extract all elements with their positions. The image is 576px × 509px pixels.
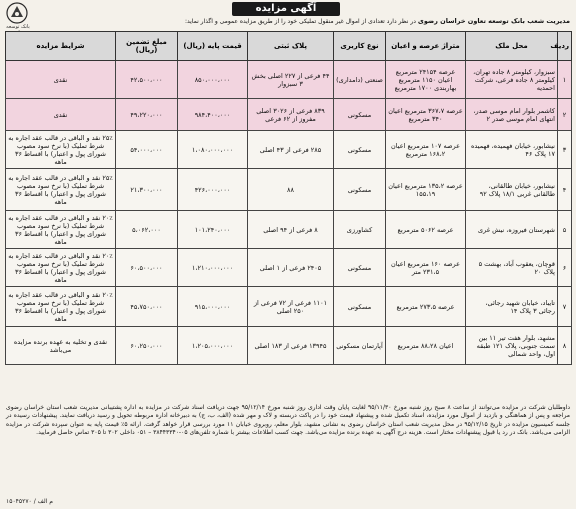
row-number: ۵ <box>558 211 572 249</box>
base-price: ۹۸۴،۴۰۰،۰۰۰ <box>178 99 248 131</box>
guarantee-amount: ۴۹،۲۲۰،۰۰۰ <box>116 99 178 131</box>
table-row <box>6 249 572 287</box>
property-address: تایباد، خیابان شهید رجائی، رجائی ۳ پلاک ۱۴ <box>466 287 558 327</box>
row-number: ۶ <box>558 249 572 287</box>
property-address: نیشابور، خیابان طالقانی، طالقانی غربی ۱۸/۱ پلاک ۹۲ <box>466 169 558 211</box>
col-header: متراژ عرصه و اعیان <box>386 32 466 61</box>
col-header: ردیف <box>558 32 572 61</box>
auction-terms: نقدی <box>6 61 116 99</box>
registration-plate: ۱۳۹۴۵ فرعی از ۱۸۳ اصلی <box>248 327 334 365</box>
property-area: عرصه ۳۶۷،۷ مترمربع اعیان ۳۴۰ مترمربع <box>386 99 466 131</box>
property-area: اعیان ۸۸،۲۸ مترمربع <box>386 327 466 365</box>
registration-plate: ۲۴۰۵ فرعی از ۱ اصلی <box>248 249 334 287</box>
guarantee-amount: ۴۵،۷۵۰،۰۰۰ <box>116 287 178 327</box>
registration-plate: ۸ فرعی از ۹۴ اصلی <box>248 211 334 249</box>
base-price: ۱۰۱،۲۴۰،۰۰۰ <box>178 211 248 249</box>
base-price: ۱،۲۰۵،۰۰۰،۰۰۰ <box>178 327 248 365</box>
row-number: ۳ <box>558 131 572 169</box>
property-area: عرصه ۱۳۵،۲ مترمربع اعیان ۱۵۵،۱۹ <box>386 169 466 211</box>
base-price: ۸۵۰،۰۰۰،۰۰۰ <box>178 61 248 99</box>
property-use: مسکونی <box>334 169 386 211</box>
ad-footer-text: داوطلبان شرکت در مزایده می‌توانند از ساعت ۸ صبح روز شنبه مورخ ۹۵/۱۱/۳۰ لغایت پایان وقت اداری روز شنبه مورخ ۹۵/۱۲/۱۴ جهت دریافت اسناد شرکت در مزایده به اداره پشتیبانی مدیریت شعب استان خراسان رضوی مراجعه و پس از هماهنگی و بازدید از اموال مورد مزایده، اسناد تکمیل شده و پیشنهاد قیمت خود را در پاکت دربسته و لاک و مهر شده (الف، ب، ج) به دبیرخانه اداره مربوطه تحویل و رسید دریافت نمایند. پیشنهادات رسیده در جلسه کمیسیون مزایده در تاریخ ۹۵/۱۲/۱۵ در محل مدیریت شعب استان خراسان رضوی به نشانی مشهد، بلوار معلم، روبروی خیابان ۱۱ مورد بررسی قرار خواهد گرفت. ارائه ۵٪ قیمت پایه به عنوان سپرده شرکت در مزایده الزامی می‌باشد. بانک در رد یا قبول پیشنهادات مختار است. هزینه درج آگهی به عهده برنده مزایده می‌باشد. جهت کسب اطلاعات بیشتر با شماره تلفن‌های ۰۵-۳۸۴۴۳۳۴۰ – ۰۵۱ داخلی ۳۰۲ تا ۳۰۵ تماس حاصل فرمایید. <box>6 404 571 437</box>
base-price: ۴۲۶،۰۰۰،۰۰۰ <box>178 169 248 211</box>
registration-plate: ۲۸۵ فرعی از ۴۳ اصلی <box>248 131 334 169</box>
col-header: شرایط مزایده <box>6 32 116 61</box>
guarantee-amount: ۶۰،۵۰۰،۰۰۰ <box>116 249 178 287</box>
table-row <box>6 61 572 99</box>
col-header: قیمت پایه (ریال) <box>178 32 248 61</box>
table-row <box>6 169 572 211</box>
property-area: عرصه ۲۴۱۵۴ مترمربع اعیان ۱۱۵۰ مترمربع بهاربندی ۱۷۰۰ مترمربع <box>386 61 466 99</box>
property-address: کاشمر بلوار امام موسی صدر، انتهای امام موسی صدر ۲ <box>466 99 558 131</box>
bank-logo-text: بانک توسعه <box>6 24 30 30</box>
table-row <box>6 287 572 327</box>
ad-title: آگهی مزایده <box>232 2 340 16</box>
org-name: مدیریت شعب بانک توسعه تعاون خراسان رضوی <box>417 17 570 25</box>
col-header: مبلغ تضمین (ریال) <box>116 32 178 61</box>
property-address: سبزوار، کیلومتر ۸ جاده تهران، کیلومتر ۸ جاده فرعی، شرکت احمدیه <box>466 61 558 99</box>
base-price: ۱،۲۱۰،۰۰۰،۰۰۰ <box>178 249 248 287</box>
property-address: نیشابور، خیابان فهمیده، فهمیده ۱۷ پلاک ۴۶ <box>466 131 558 169</box>
registration-plate: ۴۴ فرعی از ۲۲۷ اصلی بخش ۳ سبزوار <box>248 61 334 99</box>
property-use: کشاورزی <box>334 211 386 249</box>
row-number: ۱ <box>558 61 572 99</box>
auction-terms: ۲۰٪ نقد و الباقی در قالب عقد اجاره به شرط تملیک (با نرخ سود مصوب شورای پول و اعتبار) با اقساط ۳۶ ماهه <box>6 249 116 287</box>
ad-subtitle <box>50 17 570 26</box>
guarantee-amount: ۶۰،۲۵۰،۰۰۰ <box>116 327 178 365</box>
table-header-row <box>6 32 572 61</box>
property-use: مسکونی <box>334 131 386 169</box>
table-row <box>6 327 572 365</box>
table-row <box>6 211 572 249</box>
base-price: ۹۱۵،۰۰۰،۰۰۰ <box>178 287 248 327</box>
auction-terms: ۲۰٪ نقد و الباقی در قالب عقد اجاره به شرط تملیک (با نرخ سود مصوب شورای پول و اعتبار) با اقساط ۳۶ ماهه <box>6 211 116 249</box>
property-use: صنعتی (دامداری) <box>334 61 386 99</box>
property-area: عرصه ۲۷۳،۵ مترمربع <box>386 287 466 327</box>
ad-header <box>0 0 576 30</box>
row-number: ۷ <box>558 287 572 327</box>
col-header: پلاک ثبتی <box>248 32 334 61</box>
row-number: ۲ <box>558 99 572 131</box>
ad-code: ۱۵۰۴۵۲۷۰ / م الف <box>6 498 53 505</box>
auction-terms: نقدی و تخلیه به عهده برنده مزایده می‌باشد <box>6 327 116 365</box>
row-number: ۸ <box>558 327 572 365</box>
property-use: آپارتمان مسکونی <box>334 327 386 365</box>
property-address: مشهد، بلوار هفت تیر ۱۱ بین سمت جنوبی، پلاک ۱۲۱ طبقه اول، واحد شمالی <box>466 327 558 365</box>
bank-logo-icon <box>6 2 28 24</box>
base-price: ۱،۰۸۰،۰۰۰،۰۰۰ <box>178 131 248 169</box>
property-use: مسکونی <box>334 99 386 131</box>
row-number: ۴ <box>558 169 572 211</box>
registration-plate: ۸۸ <box>248 169 334 211</box>
registration-plate: ۸۳۹ فرعی از ۳۰۲۶ اصلی مفروز از ۶۲ فرعی <box>248 99 334 131</box>
property-area: عرصه ۱۶۰ مترمربع اعیان ۲۳۱،۵ متر <box>386 249 466 287</box>
col-header: نوع کاربری <box>334 32 386 61</box>
property-area: عرصه ۵۰۶۲ مترمربع <box>386 211 466 249</box>
guarantee-amount: ۴۲،۵۰۰،۰۰۰ <box>116 61 178 99</box>
table-row <box>6 99 572 131</box>
guarantee-amount: ۵،۰۶۲،۰۰۰ <box>116 211 178 249</box>
property-use: مسکونی <box>334 249 386 287</box>
registration-plate: ۱۱۰۱ فرعی از ۷۲ فرعی از ۲۵۰ اصلی <box>248 287 334 327</box>
guarantee-amount: ۵۴،۰۰۰،۰۰۰ <box>116 131 178 169</box>
auction-terms: ۲۵٪ نقد و الباقی در قالب عقد اجاره به شرط تملیک (با نرخ سود مصوب شورای پول و اعتبار) با اقساط ۳۶ ماهه <box>6 169 116 211</box>
auction-terms: نقدی <box>6 99 116 131</box>
ad-intro: در نظر دارد تعدادی از اموال غیر منقول تملیکی خود را از طریق مزایده عمومی و اگذار نماید: <box>184 18 416 25</box>
auction-terms: ۲۵٪ نقد و الباقی در قالب عقد اجاره به شرط تملیک (با نرخ سود مصوب شورای پول و اعتبار) با اقساط ۳۶ ماهه <box>6 131 116 169</box>
property-use: مسکونی <box>334 287 386 327</box>
auction-table <box>5 31 572 365</box>
guarantee-amount: ۲۱،۳۰۰،۰۰۰ <box>116 169 178 211</box>
property-address: شهرستان فیروزه، نیش غری <box>466 211 558 249</box>
table-row <box>6 131 572 169</box>
property-address: قوچان، یعقوب آباد، بهشت ۵ پلاک ۲۰ <box>466 249 558 287</box>
col-header: محل ملک <box>466 32 558 61</box>
auction-terms: ۲۰٪ نقد و الباقی در قالب عقد اجاره به شرط تملیک (با نرخ سود مصوب شورای پول و اعتبار) با اقساط ۳۶ ماهه <box>6 287 116 327</box>
property-area: عرصه ۱۰۷ مترمربع اعیان ۱۶۸،۲ مترمربع <box>386 131 466 169</box>
